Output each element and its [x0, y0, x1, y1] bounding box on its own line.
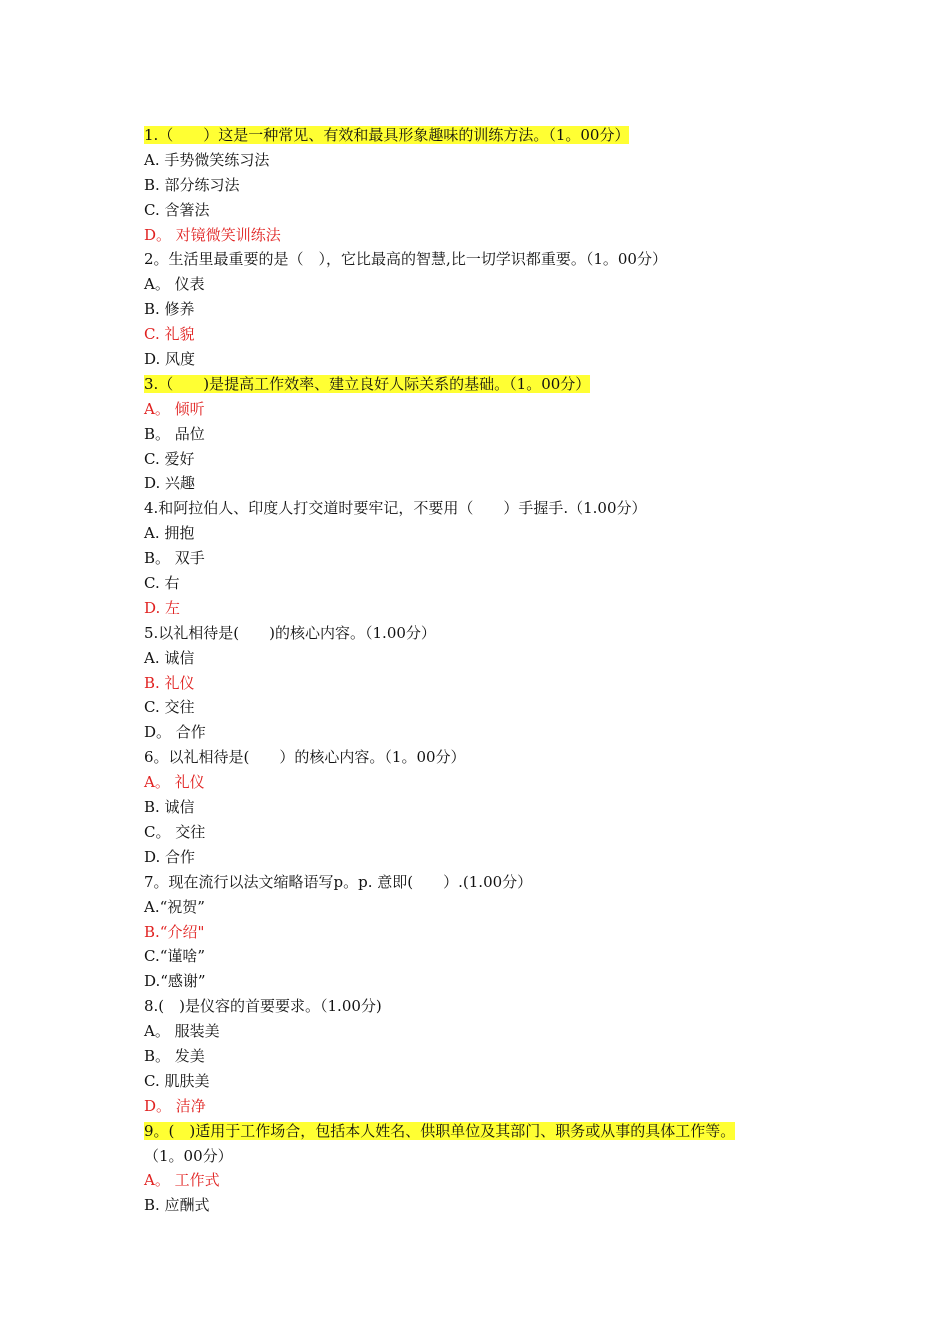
option-label: B. 修养	[144, 300, 195, 319]
option-text	[144, 521, 844, 546]
option-label: C. 含箸法	[144, 200, 210, 219]
question-label: 4.和阿拉伯人、印度人打交道时要牢记，不要用（ ）手握手.（1.00分）	[144, 499, 647, 518]
answer-option	[144, 1168, 844, 1193]
option-label: B。 双手	[144, 549, 205, 568]
option-label: A。 礼仪	[144, 773, 205, 792]
question-label: 3.（ )是提高工作效率、建立良好人际关系的基础。（1。00分）	[144, 374, 591, 393]
answer-option	[144, 671, 844, 696]
question-label: 2。生活里最重要的是（ ），它比最高的智慧,比一切学识都重要。（1。00分）	[144, 250, 667, 269]
question-text	[144, 870, 844, 895]
quiz-content	[144, 123, 844, 1218]
question-text	[144, 994, 844, 1019]
option-label: D. 左	[144, 598, 181, 617]
option-label: D. 合作	[144, 847, 196, 866]
option-text	[144, 1044, 844, 1069]
option-label: A。 工作式	[144, 1171, 220, 1190]
option-text	[144, 471, 844, 496]
answer-option	[144, 920, 844, 945]
question-text	[144, 621, 844, 646]
option-label: A。 倾听	[144, 399, 205, 418]
option-label: C. 右	[144, 574, 180, 593]
option-label: B. 诚信	[144, 798, 195, 817]
question-text	[144, 372, 844, 397]
question-label: 6。以礼相待是( ）的核心内容。（1。00分）	[144, 748, 466, 767]
option-label: B. 部分练习法	[144, 175, 240, 194]
option-text	[144, 272, 844, 297]
option-label: C. 交往	[144, 698, 195, 717]
option-label: C. 肌肤美	[144, 1071, 210, 1090]
option-label: C. 礼貌	[144, 325, 195, 344]
option-label: C。 交往	[144, 822, 206, 841]
option-label: C. 爱好	[144, 449, 195, 468]
option-text	[144, 845, 844, 870]
option-text	[144, 1019, 844, 1044]
option-label: A. 手势微笑练习法	[144, 150, 270, 169]
option-text	[144, 646, 844, 671]
option-label: B。 品位	[144, 424, 205, 443]
answer-option	[144, 770, 844, 795]
option-text	[144, 347, 844, 372]
question-text	[144, 1119, 844, 1144]
option-label: A. 诚信	[144, 648, 195, 667]
question-label: 5.以礼相待是( )的核心内容。（1.00分）	[144, 623, 436, 642]
option-label: D. 兴趣	[144, 474, 196, 493]
answer-option	[144, 596, 844, 621]
option-text	[144, 447, 844, 472]
option-text	[144, 969, 844, 994]
option-text	[144, 297, 844, 322]
option-text	[144, 148, 844, 173]
option-label: B. 礼仪	[144, 673, 195, 692]
option-text	[144, 173, 844, 198]
option-label: B. 应酬式	[144, 1196, 210, 1215]
option-text	[144, 820, 844, 845]
question-label: 9。( )适用于工作场合，包括本人姓名、供职单位及其部门、职务或从事的具体工作等。	[144, 1121, 736, 1140]
option-text	[144, 944, 844, 969]
option-label: B.“介绍"	[144, 922, 205, 941]
answer-option	[144, 223, 844, 248]
question-label: 8.( )是仪容的首要要求。（1.00分)	[144, 997, 382, 1016]
option-text	[144, 1193, 844, 1218]
answer-option	[144, 322, 844, 347]
question-text	[144, 745, 844, 770]
option-label: B。 发美	[144, 1046, 205, 1065]
question-text	[144, 496, 844, 521]
option-label: D. 风度	[144, 350, 196, 369]
option-label: A。 服装美	[144, 1022, 220, 1041]
question-label: 7。现在流行以法文缩略语写p。p. 意即( ）.(1.00分）	[144, 872, 533, 891]
option-text	[144, 795, 844, 820]
answer-option	[144, 397, 844, 422]
question-text	[144, 247, 844, 272]
option-text	[144, 546, 844, 571]
option-label: C.“谨啥”	[144, 947, 206, 966]
question-text	[144, 1144, 844, 1169]
option-text	[144, 695, 844, 720]
option-label: A.“祝贺”	[144, 897, 205, 916]
question-label: （1。00分）	[144, 1146, 233, 1165]
option-text	[144, 720, 844, 745]
option-text	[144, 895, 844, 920]
option-label: D。 洁净	[144, 1096, 206, 1115]
option-label: A。 仪表	[144, 275, 205, 294]
option-label: D。 对镜微笑训练法	[144, 225, 281, 244]
option-text	[144, 198, 844, 223]
option-label: A. 拥抱	[144, 524, 195, 543]
option-text	[144, 422, 844, 447]
option-text	[144, 1069, 844, 1094]
option-label: D。 合作	[144, 723, 206, 742]
option-text	[144, 571, 844, 596]
question-label: 1.（ ）这是一种常见、有效和最具形象趣味的训练方法。（1。00分）	[144, 126, 630, 144]
answer-option	[144, 1094, 844, 1119]
option-label: D.“感谢”	[144, 972, 206, 991]
question-text	[144, 123, 844, 148]
